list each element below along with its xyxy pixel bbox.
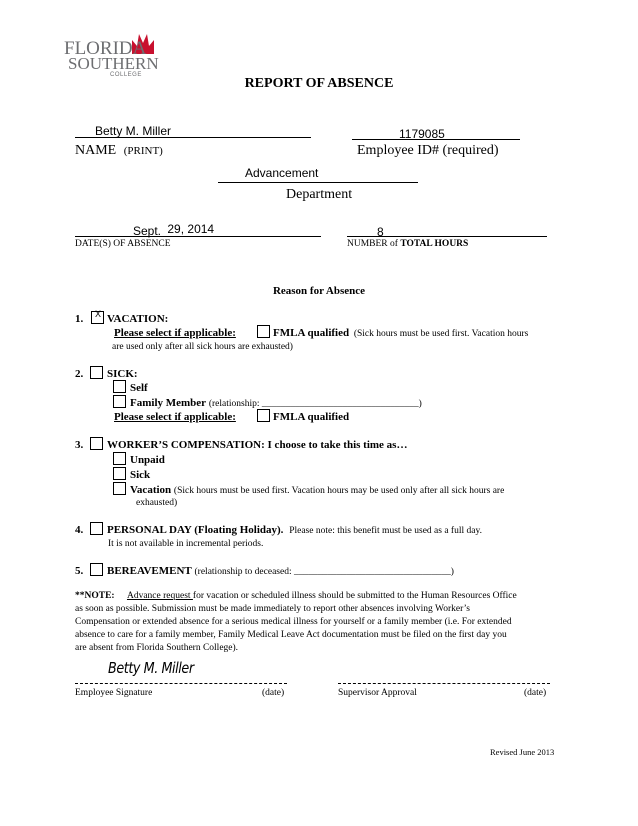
workers-vacation-note2: exhausted): [136, 498, 178, 508]
vacation-fmla: [273, 327, 528, 339]
date-value-day: 29, 2014: [167, 222, 215, 236]
personal-number: 4.: [75, 524, 84, 536]
vacation-fmla-checkbox[interactable]: [257, 325, 270, 338]
workers-sick-checkbox[interactable]: [113, 467, 126, 480]
supervisor-signature-line: [338, 683, 550, 684]
name-label: [75, 143, 163, 159]
sick-select-label: Please select if applicable:: [114, 411, 236, 423]
personal-note2: It is not available in incremental periods.: [108, 539, 264, 549]
workers-unpaid-checkbox[interactable]: [113, 452, 126, 465]
sick-family: [130, 397, 422, 409]
reason-heading: Reason for Absence: [272, 285, 366, 297]
note-line4: absence to care for a family member, Family Medical Leave Act documentation must be filed on the first day you: [75, 630, 507, 640]
workers-vacation-checkbox[interactable]: [113, 482, 126, 495]
page-title: REPORT OF ABSENCE: [244, 76, 394, 91]
vacation-select-label: Please select if applicable:: [114, 327, 236, 339]
vacation-note2: are used only after all sick hours are exhausted): [112, 342, 293, 352]
workers-vacation: [130, 484, 504, 496]
vacation-label: VACATION:: [107, 313, 169, 325]
personal-checkbox[interactable]: [90, 522, 103, 535]
date-value-month: Sept.: [133, 224, 162, 238]
employee-signature-line: [75, 683, 287, 684]
employee-signature-label: Employee Signature: [75, 688, 153, 698]
bereavement-label: BEREAVEMENT: [107, 565, 192, 577]
workers-unpaid-label: Unpaid: [130, 454, 165, 466]
employee-id-line: [352, 139, 520, 140]
bereavement-relationship: (relationship to deceased: _________________________________): [194, 567, 454, 577]
department-value[interactable]: Advancement: [245, 166, 319, 180]
note-line3: Compensation or extended absence for a serious medical illness for yourself or a family member (i.e. For extended: [75, 617, 512, 627]
hours-value[interactable]: 8: [377, 225, 384, 239]
name-label-text: NAME: [75, 143, 117, 158]
note-label: **NOTE:: [75, 591, 115, 601]
personal-label: PERSONAL DAY (Floating Holiday).: [107, 524, 284, 536]
bereavement-checkbox[interactable]: [90, 563, 103, 576]
employee-id-value[interactable]: 1179085: [399, 127, 445, 141]
note-line2: as soon as possible. Submission must be made immediately to report other absences involving Worker’s: [75, 604, 470, 614]
vacation-fmla-label: FMLA qualified: [273, 327, 350, 339]
note-line1: [75, 590, 565, 603]
bereavement-line: [107, 565, 454, 577]
vacation-checkbox[interactable]: [91, 311, 104, 324]
logo-line3: COLLEGE: [110, 72, 142, 78]
personal-line: [107, 524, 482, 536]
bereavement-number: 5.: [75, 565, 84, 577]
supervisor-date-label: (date): [524, 688, 547, 698]
sick-number: 2.: [75, 368, 84, 380]
workers-vacation-note1: (Sick hours must be used first. Vacation hours may be used only after all sick hours are: [173, 486, 505, 496]
date-line: [75, 236, 321, 237]
department-line: [218, 182, 418, 183]
name-line: [75, 137, 311, 138]
sick-family-label: Family Member: [130, 397, 207, 409]
hours-label-a: NUMBER of: [347, 239, 401, 249]
sick-self-checkbox[interactable]: [113, 380, 126, 393]
logo-line2: SOUTHERN: [68, 54, 159, 73]
hours-label: [347, 239, 468, 249]
note-line5: are absent from Florida Southern College).: [75, 643, 239, 653]
vacation-number: 1.: [75, 313, 84, 325]
date-label: DATE(S) OF ABSENCE: [75, 239, 171, 249]
note-block: [75, 590, 565, 655]
sick-checkbox[interactable]: [90, 366, 103, 379]
name-sublabel: (PRINT): [123, 145, 163, 157]
workers-number: 3.: [75, 439, 84, 451]
sick-fmla-label: FMLA qualified: [273, 411, 350, 423]
college-logo: [64, 32, 164, 80]
sick-label: SICK:: [107, 368, 138, 380]
revised-date: Revised June 2013: [490, 747, 555, 757]
hours-line: [347, 236, 547, 237]
name-value[interactable]: Betty M. Miller: [95, 124, 172, 138]
employee-date-label: (date): [262, 688, 285, 698]
workers-vacation-label: Vacation: [130, 484, 172, 496]
note-line1-text: for vacation or scheduled illness should be submitted to the Human Resources Office: [192, 591, 517, 601]
sick-fmla-checkbox[interactable]: [257, 409, 270, 422]
department-label: Department: [286, 187, 353, 202]
supervisor-approval-label: Supervisor Approval: [338, 688, 417, 698]
vacation-checkmark: X: [95, 309, 102, 319]
sick-self-label: Self: [130, 382, 148, 394]
vacation-note1: (Sick hours must be used first. Vacation hours: [353, 329, 529, 339]
employee-id-label: Employee ID# (required): [357, 143, 499, 158]
logo-line1: FLORIDA: [64, 38, 147, 59]
note-advance-request-link[interactable]: Advance request: [126, 591, 193, 601]
workers-sick-label: Sick: [130, 469, 151, 481]
personal-note1: Please note: this benefit must be used as a full day.: [289, 526, 482, 536]
sick-family-relationship: (relationship: _________________________________): [208, 399, 422, 409]
hours-label-b: TOTAL HOURS: [400, 239, 469, 249]
employee-signature[interactable]: Betty M. Miller: [108, 659, 194, 677]
sick-family-checkbox[interactable]: [113, 395, 126, 408]
workers-label: WORKER’S COMPENSATION: I choose to take this time as…: [107, 439, 408, 451]
workers-checkbox[interactable]: [90, 437, 103, 450]
